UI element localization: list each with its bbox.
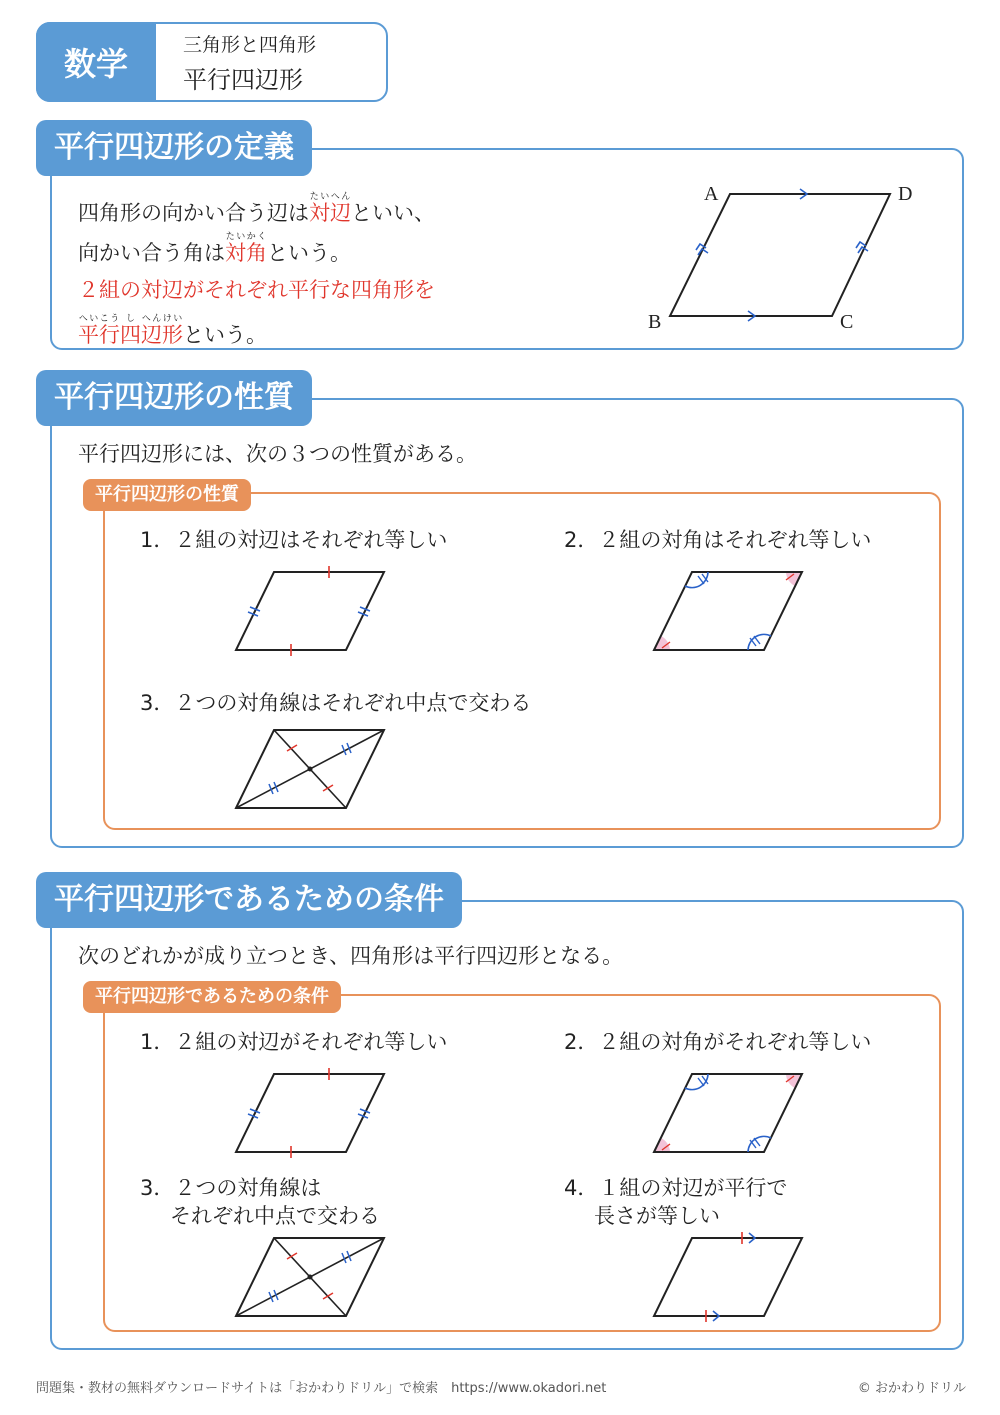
figure-condition-sides-equal [236, 1072, 386, 1154]
figure-condition-angles-equal [654, 1072, 804, 1154]
definition-line-1 [78, 192, 435, 227]
angle-ticks-bottom-right [750, 636, 760, 646]
ruby-heiko: へいこう [78, 314, 120, 324]
vertex-label-b: B [648, 311, 662, 333]
definition-line-2 [78, 232, 351, 267]
ruby-taikaku: たいかく [225, 232, 267, 242]
figure-condition-one-pair [654, 1236, 804, 1318]
condition-item-3-line1: 3．２つの対角線は [140, 1176, 322, 1200]
unit-label: 三角形と四角形 [183, 34, 317, 56]
figure-opposite-sides-equal [236, 570, 386, 652]
definition-parallelogram-figure [640, 180, 940, 340]
ruby-henkei: へんけい [141, 314, 183, 324]
term-taikaku: 対角 [225, 241, 267, 265]
vertex-label-c: C [840, 311, 854, 333]
def-line1-b: といい、 [351, 201, 435, 225]
parallelogram-shape [654, 572, 802, 650]
properties-box-label: 平行四辺形の性質 [83, 479, 251, 511]
parallelogram-abcd [670, 194, 890, 316]
vertex-label-d: D [898, 183, 913, 205]
conditions-heading: 平行四辺形であるための条件 [36, 872, 462, 928]
conditions-box-label: 平行四辺形であるための条件 [83, 981, 341, 1013]
diagonal-midpoint [308, 767, 313, 772]
page-title: 平行四辺形 [183, 66, 303, 94]
condition-item-3-line2: それぞれ中点で交わる [170, 1204, 380, 1228]
figure-condition-diagonals [236, 1236, 386, 1318]
properties-heading: 平行四辺形の性質 [36, 370, 312, 426]
def-line1-a: 四角形の向かい合う辺は [78, 201, 309, 225]
ruby-taihen: たいへん [309, 192, 351, 202]
properties-intro: 平行四辺形には、次の３つの性質がある。 [78, 442, 477, 466]
tick-diag1-lower [323, 1293, 333, 1299]
angle-ticks-bottom-right [750, 1138, 760, 1148]
figure-diagonals-bisect [236, 728, 386, 810]
definition-line-4 [78, 314, 267, 349]
term-heikoshihenkei: 平行へいこう四し辺形へんけい [78, 314, 183, 347]
condition-item-4-line1: 4．１組の対辺が平行で [564, 1176, 788, 1200]
conditions-intro: 次のどれかが成り立つとき、四角形は平行四辺形となる。 [78, 944, 624, 968]
property-item-3: 3．２つの対角線はそれぞれ中点で交わる [140, 691, 532, 715]
vertex-label-a: A [704, 183, 719, 205]
tick-diag1-lower [323, 785, 333, 791]
def-line2-a: 向かい合う角は [78, 241, 225, 265]
angle-ticks-top-left [698, 574, 708, 584]
property-item-1: 1．２組の対辺はそれぞれ等しい [140, 528, 448, 552]
subject-label: 数学 [36, 22, 156, 102]
parallelogram-shape [654, 1238, 802, 1316]
parallelogram-shape [654, 1074, 802, 1152]
condition-item-2: 2．２組の対角がそれぞれ等しい [564, 1030, 872, 1054]
definition-line-3: ２組の対辺がそれぞれ平行な四角形を [78, 278, 435, 302]
property-item-2: 2．２組の対角はそれぞれ等しい [564, 528, 872, 552]
ruby-shi: し [120, 314, 141, 324]
condition-item-1: 1．２組の対辺がそれぞれ等しい [140, 1030, 448, 1054]
definition-heading: 平行四辺形の定義 [36, 120, 312, 176]
condition-item-4-line2: 長さが等しい [594, 1204, 720, 1228]
footer-site-text: 問題集・教材の無料ダウンロードサイトは「おかわりドリル」で検索 https://www.okadori.net [36, 1381, 607, 1396]
double-arrow-mark-ab [696, 244, 708, 255]
footer-copyright: © おかわりドリル [857, 1381, 966, 1396]
angle-ticks-top-left [698, 1076, 708, 1086]
def-line2-b: という。 [267, 241, 351, 265]
def-line4-b: という。 [183, 323, 267, 347]
diagonal-midpoint [308, 1275, 313, 1280]
term-taihen: 対辺 [309, 201, 351, 225]
figure-opposite-angles-equal [654, 570, 804, 652]
